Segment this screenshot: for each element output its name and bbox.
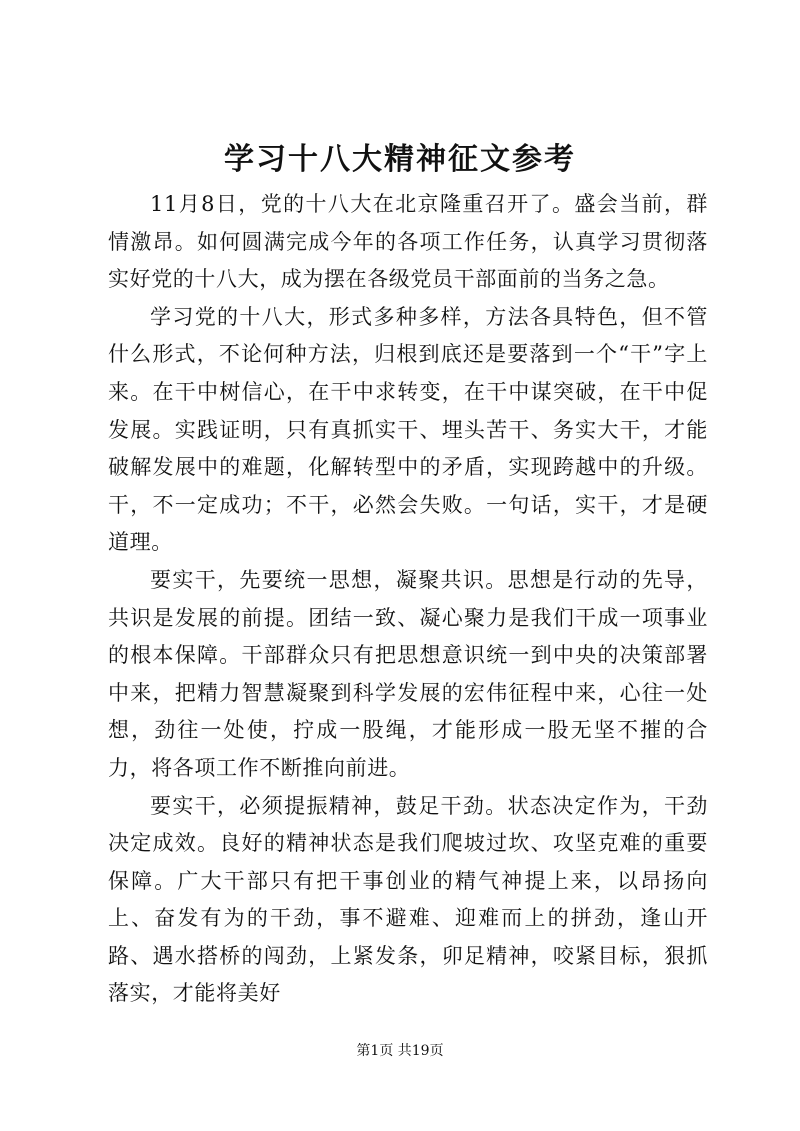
- paragraph: 学习党的十八大，形式多种多样，方法各具特色，但不管什么形式，不论何种方法，归根到底还是要落到一个“干”字上来。在干中树信心，在干中求转变，在干中谋突破，在干中促发展。实践证明，只有真抓实干、埋头苦干、务实大干，才能破解发展中的难题，化解转型中的矛盾，实现跨越中的升级。干，不一定成功；不干，必然会失败。一句话，实干，才是硬道理。: [108, 304, 708, 555]
- document-title: 学习十八大精神征文参考: [224, 142, 576, 177]
- page-footer: 第1页 共19页: [356, 1043, 444, 1059]
- paragraph: 11月8日，党的十八大在北京隆重召开了。盛会当前，群情激昂。如何圆满完成今年的各项工作任务，认真学习贯彻落实好党的十八大，成为摆在各级党员干部面前的当务之急。: [108, 192, 708, 292]
- document-body: [108, 186, 708, 1013]
- paragraph: 要实干，先要统一思想，凝聚共识。思想是行动的先导，共识是发展的前提。团结一致、凝心聚力是我们干成一项事业的根本保障。干部群众只有把思想意识统一到中央的决策部署中来，把精力智慧凝聚到科学发展的宏伟征程中来，心往一处想，劲往一处使，拧成一股绳，才能形成一股无坚不摧的合力，将各项工作不断推向前进。: [108, 567, 708, 780]
- paragraph: 要实干，必须提振精神，鼓足干劲。状态决定作为，干劲决定成效。良好的精神状态是我们爬坡过坎、攻坚克难的重要保障。广大干部只有把干事创业的精气神提上来，以昂扬向上、奋发有为的干劲，事不避难、迎难而上的拼劲，逢山开路、遇水搭桥的闯劲，上紧发条，卯足精神，咬紧目标，狠抓落实，才能将美好: [108, 793, 708, 1006]
